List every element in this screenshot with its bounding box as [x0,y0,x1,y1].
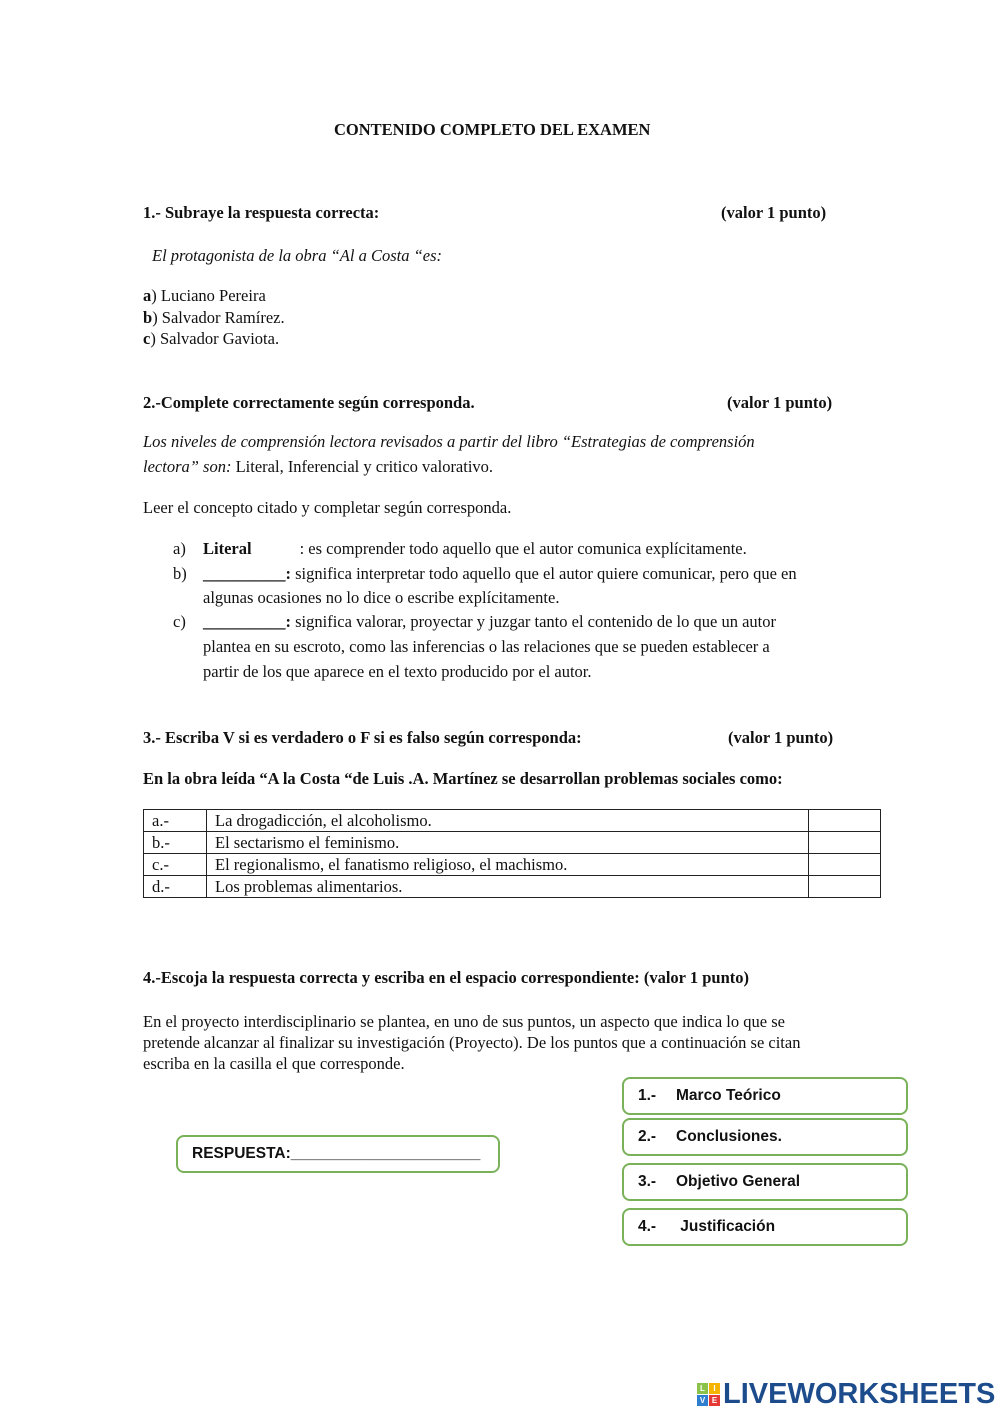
q2-item-c[interactable]: __________: significa valorar, proyectar y juzgar tanto el contenido de lo que un autor [203,612,776,631]
q1-option-b[interactable]: b) Salvador Ramírez. [143,308,285,327]
option-1[interactable]: 1.- Marco Teórico [622,1077,908,1115]
q1-heading: 1.- Subraye la respuesta correcta: [143,203,380,222]
q2-intro-1: Los niveles de comprensión lectora revisados a partir del libro “Estrategias de comprensión [143,432,755,451]
q2-instruction: Leer el concepto citado y completar según corresponda. [143,498,512,517]
q4-text: En el proyecto interdisciplinario se plantea, en uno de sus puntos, un aspecto que indica lo que se pretende alcanzar al finalizar su investigación (Proyecto). De los puntos que a continuación se citan escriba en la casilla el que corresponde. [143,1012,801,1073]
logo-mark-icon: L I V E [697,1383,720,1406]
q2-item-b-cont: algunas ocasiones no lo dice o escribe explícitamente. [203,588,560,607]
table-row: d.- Los problemas alimentarios. [144,876,881,898]
q2-item-c-cont: partir de los que aparece en el texto producido por el autor. [203,662,592,681]
q2-value: (valor 1 punto) [727,393,833,412]
answer-cell[interactable] [809,854,881,876]
liveworksheets-logo: L I V E LIVEWORKSHEETS [697,1378,995,1411]
answer-box[interactable]: RESPUESTA:______________________ [176,1135,500,1173]
q2-item-a: Literal : es comprender todo aquello que el autor comunica explícitamente. [203,539,747,558]
q1-option-c[interactable]: c) Salvador Gaviota. [143,329,280,348]
table-row: b.- El sectarismo el feminismo. [144,832,881,854]
answer-cell[interactable] [809,832,881,854]
table-row: c.- El regionalismo, el fanatismo religioso, el machismo. [144,854,881,876]
item-marker: c) [173,612,186,631]
page-title: CONTENIDO COMPLETO DEL EXAMEN [334,120,651,139]
q3-value: (valor 1 punto) [728,728,834,747]
option-2[interactable]: 2.- Conclusiones. [622,1118,908,1156]
item-marker: b) [173,564,187,583]
q2-item-b[interactable]: __________: significa interpretar todo aquello que el autor quiere comunicar, pero que en [203,564,797,583]
item-marker: a) [173,539,186,558]
q3-heading: 3.- Escriba V si es verdadero o F si es falso según corresponda: [143,728,582,747]
q2-intro-2: lectora” son: Literal, Inferencial y critico valorativo. [143,457,494,476]
q3-prompt: En la obra leída “A la Costa “de Luis .A. Martínez se desarrollan problemas sociales como: [143,769,783,788]
option-3[interactable]: 3.- Objetivo General [622,1163,908,1201]
table-row: a.- La drogadicción, el alcoholismo. [144,810,881,832]
q2-heading: 2.-Complete correctamente según corresponda. [143,393,475,412]
q1-option-a[interactable]: a) Luciano Pereira [143,286,266,305]
option-4[interactable]: 4.- Justificación [622,1208,908,1246]
q1-prompt: El protagonista de la obra “Al a Costa “es: [152,246,442,265]
q4-heading: 4.-Escoja la respuesta correcta y escriba en el espacio correspondiente: (valor 1 punto) [143,968,749,987]
q1-value: (valor 1 punto) [721,203,827,222]
answer-cell[interactable] [809,810,881,832]
true-false-table [143,809,881,898]
q2-item-c-cont: plantea en su escroto, como las inferencias o las relaciones que se pueden establecer a [203,637,770,656]
answer-cell[interactable] [809,876,881,898]
